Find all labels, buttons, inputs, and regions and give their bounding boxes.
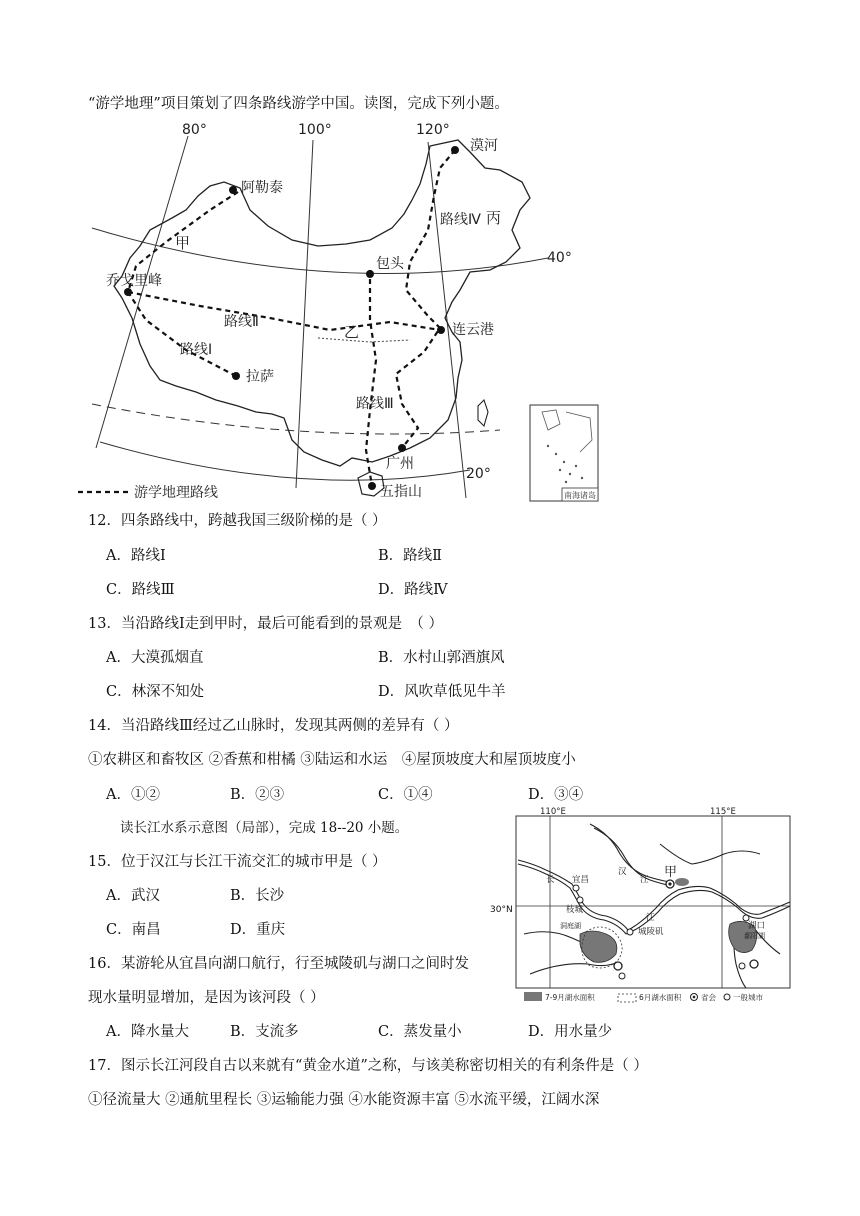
- route-4-path: [396, 150, 455, 448]
- city-south-1: [619, 973, 625, 979]
- jia-label: 甲: [175, 234, 191, 252]
- q12-option-c[interactable]: C．路线Ⅲ: [106, 582, 175, 598]
- south-sea-inset: [530, 405, 598, 501]
- route-2-path: [128, 292, 440, 330]
- lianyungang-dot: [437, 326, 445, 334]
- q15-option-d[interactable]: D．重庆: [230, 922, 286, 938]
- q15-stem: 15．位于汉江与长江干流交汇的城市甲是（ ）: [88, 854, 387, 870]
- route-2-label: 路线Ⅱ: [224, 314, 259, 330]
- q15-option-b[interactable]: B．长沙: [230, 888, 285, 904]
- aletai-label: 阿勒泰: [241, 180, 283, 196]
- lon-100-label: 100°: [298, 122, 332, 138]
- jia-map2-label: 甲: [664, 865, 678, 880]
- q14-option-c[interactable]: C．①④: [378, 787, 433, 803]
- hukou-label: 湖口: [748, 921, 766, 931]
- lat-30n-side-label: 30°N: [490, 905, 513, 915]
- meridian-100: [296, 140, 313, 488]
- passage2-text: 读长江水系示意图（局部），完成 18--20 小题。: [120, 820, 409, 836]
- lat-40-label: 40°: [547, 250, 572, 266]
- q13-option-c[interactable]: C．林深不知处: [106, 684, 205, 700]
- qiaogeli-dot: [124, 288, 132, 296]
- q14-stem: 14．当沿路线Ⅲ经过乙山脉时，发现其两侧的差异有（ ）: [88, 718, 459, 734]
- q15-option-a[interactable]: A．武汉: [106, 888, 160, 904]
- q17-options-line: ①径流量大 ②通航里程长 ③运输能力强 ④水能资源丰富 ⑤水流平缓，江阔水深: [88, 1092, 600, 1108]
- q13-option-a[interactable]: A．大漠孤烟直: [106, 650, 204, 666]
- mountain-yi-marks: [318, 338, 410, 342]
- guangzhou-label: 广州: [386, 456, 414, 472]
- route-3-path: [366, 270, 376, 486]
- city-south-2: [739, 963, 745, 969]
- q14-option-b[interactable]: B．②③: [230, 787, 285, 803]
- poyanghu-label: 鄱阳湖: [744, 932, 765, 940]
- chenglingji-label: 城陵矶: [638, 927, 664, 937]
- lasa-dot: [232, 372, 240, 380]
- meridian-80: [96, 136, 191, 448]
- legend-jul-sep-swatch: [524, 992, 542, 1001]
- mohe-dot: [451, 146, 459, 154]
- q16-option-c[interactable]: C．蒸发量小: [378, 1024, 462, 1040]
- q14-options-line: ①农耕区和畜牧区 ②香蕉和柑橘 ③陆运和水运 ④屋顶坡度大和屋顶坡度小: [88, 752, 576, 768]
- legend-city-label: 一般城市: [733, 993, 763, 1002]
- taiwan-outline: [478, 400, 488, 426]
- yichang-label: 宜昌: [572, 875, 590, 885]
- lon-115e-label: 115°E: [710, 807, 736, 817]
- meridian-120: [428, 142, 466, 498]
- inset-label: 南海诸岛: [564, 491, 596, 500]
- qiaogeli-label: 乔戈里峰: [106, 273, 162, 289]
- q12-option-d[interactable]: D．路线Ⅳ: [378, 582, 448, 598]
- q13-option-d[interactable]: D．风吹草低见牛羊: [378, 684, 506, 700]
- han-label: 汉: [618, 867, 627, 877]
- legend-route-label: 游学地理路线: [134, 485, 218, 501]
- china-outline: [114, 140, 530, 466]
- lon-110e-label: 110°E: [540, 807, 566, 817]
- yangtze-river-map: [510, 804, 800, 1008]
- chang-label: 长: [546, 875, 555, 885]
- legend-jun-label: 6月湖水面积: [639, 993, 682, 1002]
- q16-stem-line1: 16．某游轮从宜昌向湖口航行，行至城陵矶与湖口之间时发: [88, 956, 469, 972]
- han-jiang-label: 江: [640, 875, 649, 885]
- q16-option-a[interactable]: A．降水量大: [106, 1024, 189, 1040]
- dongtinghu-label: 洞庭湖: [560, 922, 581, 930]
- q13-stem: 13．当沿路线Ⅰ走到甲时，最后可能看到的景观是 （ ）: [88, 616, 444, 632]
- parallel-20: [100, 442, 470, 480]
- legend-capital-label: 省会: [701, 993, 716, 1002]
- lat-20-label: 20°: [466, 466, 491, 482]
- zhicheng-label: 枝城: [566, 905, 584, 915]
- lianyungang-label: 连云港: [452, 322, 494, 338]
- zhicheng-city: [577, 897, 583, 903]
- q16-option-b[interactable]: B．支流多: [230, 1024, 299, 1040]
- q16-option-d[interactable]: D．用水量少: [528, 1024, 613, 1040]
- parallel-40: [92, 228, 548, 273]
- changsha-capital: [614, 962, 622, 970]
- route-3-label: 路线Ⅲ: [356, 396, 394, 412]
- yichang-city: [573, 885, 579, 891]
- study-route-map: [0, 0, 860, 520]
- lon-120-label: 120°: [416, 122, 450, 138]
- main-jiang-label: 江: [646, 913, 655, 923]
- legend-jul-sep-label: 7-9月湖水面积: [545, 993, 595, 1002]
- wuzhishan-label: 五指山: [380, 484, 422, 500]
- small-lake: [675, 878, 689, 886]
- q17-stem: 17．图示长江河段自古以来就有“黄金水道”之称，与该美称密切相关的有利条件是（ ）: [88, 1058, 648, 1074]
- q12-option-b[interactable]: B．路线Ⅱ: [378, 548, 443, 564]
- q12-stem: 12．四条路线中，跨越我国三级阶梯的是（ ）: [88, 513, 387, 529]
- q14-option-a[interactable]: A．①②: [106, 787, 160, 803]
- baotou-dot: [366, 270, 374, 278]
- baotou-label: 包头: [376, 256, 404, 272]
- aletai-dot: [229, 186, 237, 194]
- nanchang-capital: [750, 960, 758, 968]
- lon-80-label: 80°: [182, 122, 207, 138]
- chenglingji-city: [627, 929, 633, 935]
- route-4-label: 路线Ⅳ: [440, 212, 481, 228]
- lasa-label: 拉萨: [246, 369, 274, 385]
- yi-label: 乙: [344, 323, 360, 341]
- wuzhishan-dot: [368, 482, 376, 490]
- q16-stem-line2: 现水量明显增加，是因为该河段（ ）: [88, 990, 325, 1006]
- intro-text: “游学地理”项目策划了四条路线游学中国。读图，完成下列小题。: [88, 96, 509, 112]
- q13-option-b[interactable]: B．水村山郭酒旗风: [378, 650, 505, 666]
- q12-option-a[interactable]: A．路线Ⅰ: [106, 548, 166, 564]
- legend-jun-swatch: [618, 994, 636, 1002]
- mohe-label: 漠河: [470, 138, 498, 154]
- guangzhou-dot: [398, 444, 406, 452]
- q14-option-d[interactable]: D．③④: [528, 787, 584, 803]
- route-1-label: 路线Ⅰ: [180, 342, 213, 358]
- bing-label: 丙: [486, 209, 502, 227]
- q15-option-c[interactable]: C．南昌: [106, 922, 161, 938]
